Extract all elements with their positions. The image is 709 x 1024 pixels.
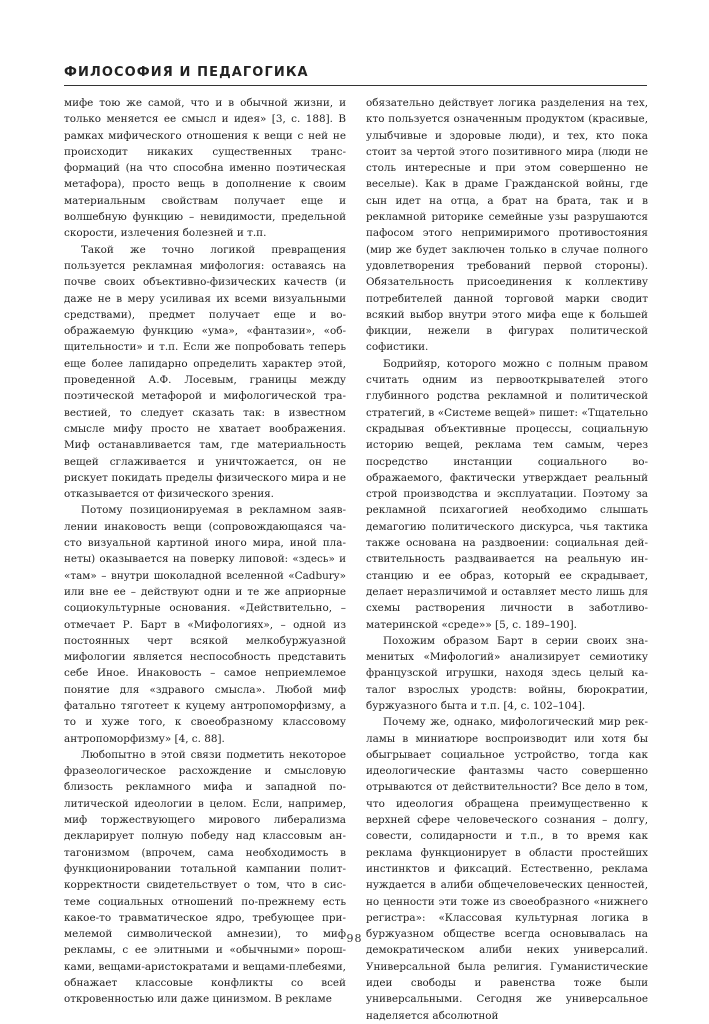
header-rule bbox=[64, 85, 647, 86]
paragraph: Похожим образом Барт в серии своих знаменитых «Мифологий» анализирует семиотику французской игрушки, находя здесь целый каталог взрослых уродств: войны, бюрократии, буржуазного быта и т.п. [4, с. 102–104]. bbox=[366, 634, 648, 712]
paragraph: Потому позиционируемая в рекламном заявлении инаковость вещи (сопровождающаяся часто визуальной картиной иного мира, иной планеты) оказывается на поверку липовой: «здесь» и «там» – внутри шоколадной вселенной «Cadbury» или вне ее – действуют одни и те же априорные социокультурные основания. «Действительно, – отмечает Р. Барт в «Мифологиях», – одной из постоянных черт всякой мелкобуржуазной мифологии является неспособность представить себе Иное. Инаковость – самое неприемлемое понятие для «здравого смысла». Любой миф фатально тяготеет к куцему антропоморфизму, а то и хуже того, к своеобразному классовому антропоморфизму» [4, с. 88]. bbox=[64, 504, 346, 745]
left-column bbox=[64, 95, 346, 1008]
paragraph: Почему же, однако, мифологический мир рекламы в миниатюре воспроизводит или хотя бы обыгрывает социальное устройство, тогда как идеологические фантазмы часто совершенно отрываются от действительности? Все дело в том, что идеология обращена преимущественно к верхней сфере человеческого сознания – долгу, совести, солидарности и т.п., в то время как реклама функционирует в области простейших инстинктов и фиксаций. Естественно, реклама нуждается в алиби общечеловеческих ценностей, но ценности эти тоже из своеобразного «нижнего регистра»: «Классовая культурная логика в буржуазном обществе всегда основывалась на демократическом алиби неких универсалий. Универсальной была религия. Гуманистические идеи свободы и равенства тоже были универсальными. Сегодня же универсальное наделяется абсолютной bbox=[366, 716, 648, 1022]
paragraph: мифе тою же самой, что и в обычной жизни, и только меняется ее смысл и идея» [3, с. 188]. В рамках мифического отношения к вещи с ней не происходит никаких существенных трансформаций (на что способна именно поэтическая метафора), просто вещь в дополнение к своим материальным свойствам получает еще и волшебную функцию – невидимости, предельной скорости, излечения болезней и т.п. bbox=[64, 97, 346, 240]
paragraph: Любопытно в этой связи подметить некоторое фразеологическое расхождение и смысловую близость рекламного мифа и западной политической идеологии в целом. Если, например, миф торжествующего мирового либерализма декларирует полную победу над классовым антагонизмом (впрочем, сама необходимость в функционировании тотальной кампании политкорректности свидетельствует о том, что в системе социальных отношений по-прежнему есть какое-то травматическое ядро, требующее примелемой символической амнезии), то миф рекламы, с ее элитными и «обычными» порошками, вещами-аристократами и вещами-плебеями, обнажает классовые конфликты со всей откровенностью или даже цинизмом. В рекламе bbox=[64, 748, 346, 1006]
paragraph: Бодрийяр, которого можно с полным правом считать одним из первооткрывателей этого глубинного родства рекламной и политической стратегий, в «Системе вещей» пишет: «Тщательно скрадывая объективные процессы, социальную историю вещей, реклама тем самым, через посредство инстанции социального воображаемого, фактически утверждает реальный строй производства и эксплуатации. Поэтому за рекламной психагогией необходимо слышать демагогию политического дискурса, чья тактика также основана на раздвоении: социальная действительность раздваивается на реальную инстанцию и ее образ, который ее скрадывает, делает неразличимой и оставляет место лишь для схемы растворения личности в заботливоматеринской «среде»» [5, с. 189–190]. bbox=[366, 357, 648, 631]
page-number: 98 bbox=[346, 932, 363, 945]
running-header bbox=[64, 62, 647, 82]
paragraph: Такой же точно логикой превращения пользуется рекламная мифология: оставаясь на почве своих объективно-физических качеств (и даже не в меру усиливая их всеми визуальными средствами), предмет получает еще и воображаемую функцию «ума», «фантазии», «общительности» и т.п. Если же попробовать теперь еще более лапидарно определить характер этой, проведенной А.Ф. Лосевым, границы между поэтической метафорой и мифологической травестией, то следует сказать так: в известном смысле мифу просто не хватает воображения. Миф останавливается там, где материальность вещей сглаживается и уничтожается, он не рискует покидать пределы физического мира и не отказывается от физического зрения. bbox=[64, 243, 346, 501]
running-header-title: ФИЛОСОФИЯ И ПЕДАГОГИКА bbox=[64, 65, 309, 80]
paragraph: обязательно действует логика разделения на тех, кто пользуется означенным продуктом (красивые, улыбчивые и здоровые люди), и тех, кто пока стоит за чертой этого позитивного мира (люди не столь интересные и при этом совершенно не веселые). Как в драме Гражданской войны, где сын идет на отца, а брат на брата, так и в рекламной риторике семейные узы разрушаются пафосом этого непримиримого противостояния (мир же будет заключен только в случае полного удовлетворения требований первой стороны). Обязательность присоединения к коллективу потребителей данной торговой марки сводит всякий выбор внутри этого мифа еще к большей фикции, нежели в фигурах политической софистики. bbox=[366, 97, 648, 354]
right-column bbox=[366, 95, 648, 1024]
